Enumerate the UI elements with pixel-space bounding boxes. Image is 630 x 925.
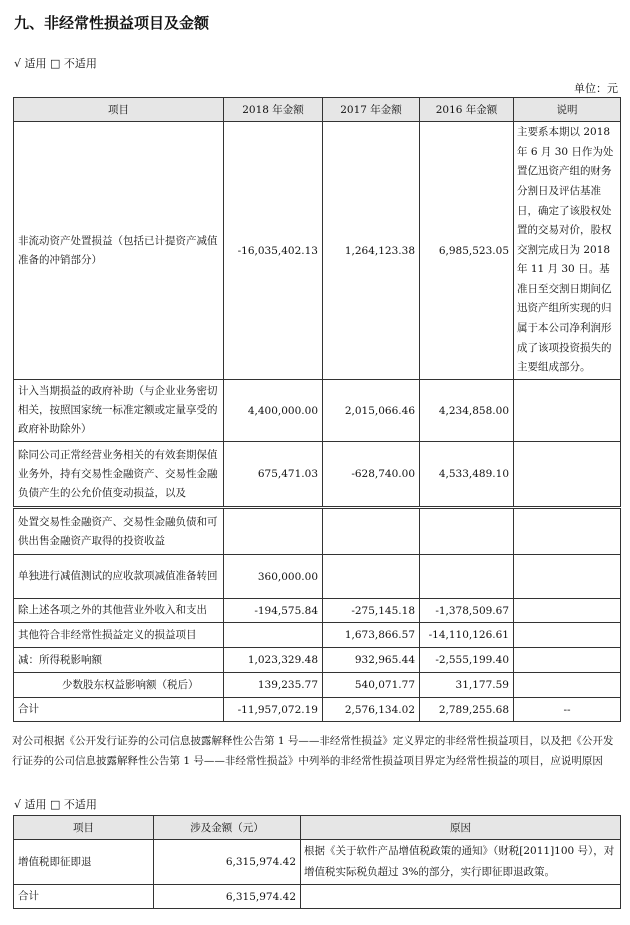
row-note [514, 380, 621, 442]
row-note [514, 442, 621, 507]
row-item: 增值税即征即退 [14, 840, 154, 885]
applicability-indicator-2: √ 适用 □ 不适用 [14, 798, 97, 811]
value-2017: 2,576,134.02 [323, 698, 420, 722]
row-note [514, 648, 621, 673]
value-2017: 1,673,866.57 [323, 623, 420, 648]
row-note: 主要系本期以 2018 年 6 月 30 日作为处置亿迅资产组的财务分割日及评估基准日，确定了该股权处置的交易对价，股权交割完成日为 2018 年 11 月 30 日。基准日至交割日期间亿迅资产组所实现的归属于本公司净利润形成了该项投资损失的主要组成部分。 [514, 122, 621, 380]
row-item: 其他符合非经常性损益定义的损益项目 [14, 623, 224, 648]
table-row [14, 623, 621, 648]
col-header-item: 项目 [14, 816, 154, 840]
value-2017: -628,740.00 [323, 442, 420, 507]
row-note [514, 673, 621, 698]
row-note [514, 509, 621, 555]
table-row [14, 673, 621, 698]
value-2016 [420, 509, 514, 555]
value-2018: 360,000.00 [224, 555, 323, 599]
row-item: 合计 [14, 698, 224, 722]
value-2016: 4,234,858.00 [420, 380, 514, 442]
value-2018: 1,023,329.48 [224, 648, 323, 673]
value-2016: -14,110,126.61 [420, 623, 514, 648]
value-2016: 2,789,255.68 [420, 698, 514, 722]
table-row [14, 840, 621, 885]
col-header-2018: 2018 年金额 [224, 98, 323, 122]
table-row [14, 648, 621, 673]
row-note: -- [514, 698, 621, 722]
value-2018 [224, 623, 323, 648]
value-2016: 6,985,523.05 [420, 122, 514, 380]
section-title: 九、非经常性损益项目及金额 [14, 14, 210, 32]
non-recurring-gains-table-cont [13, 508, 621, 722]
row-amount: 6,315,974.42 [154, 885, 301, 909]
table-row [14, 555, 621, 599]
row-item: 计入当期损益的政府补助（与企业业务密切相关，按照国家统一标准定额或定量享受的政府补助除外） [14, 380, 224, 442]
col-header-item: 项目 [14, 98, 224, 122]
table-header-row [14, 816, 621, 840]
row-note [514, 555, 621, 599]
row-item: 合计 [14, 885, 154, 909]
row-reason: 根据《关于软件产品增值税政策的通知》（财税[2011]100 号），对增值税实际税负超过 3%的部分，实行即征即退政策。 [301, 840, 621, 885]
value-2017: 2,015,066.46 [323, 380, 420, 442]
row-item: 除上述各项之外的其他营业外收入和支出 [14, 599, 224, 623]
col-header-amount: 涉及金额（元） [154, 816, 301, 840]
value-2017 [323, 555, 420, 599]
value-2017: 1,264,123.38 [323, 122, 420, 380]
value-2018: 4,400,000.00 [224, 380, 323, 442]
col-header-2017: 2017 年金额 [323, 98, 420, 122]
row-note [514, 623, 621, 648]
row-item: 少数股东权益影响额（税后） [14, 673, 224, 698]
table-row [14, 122, 621, 380]
row-note [514, 599, 621, 623]
value-2018: 675,471.03 [224, 442, 323, 507]
value-2016: 4,533,489.10 [420, 442, 514, 507]
applicability-indicator: √ 适用 □ 不适用 [14, 57, 97, 70]
table-row [14, 509, 621, 555]
value-2017: 540,071.77 [323, 673, 420, 698]
value-2016: -2,555,199.40 [420, 648, 514, 673]
row-item: 单独进行减值测试的应收款项减值准备转回 [14, 555, 224, 599]
value-2017 [323, 509, 420, 555]
table-row-total [14, 698, 621, 722]
value-2018: -194,575.84 [224, 599, 323, 623]
row-item: 处置交易性金融资产、交易性金融负债和可供出售金融资产取得的投资收益 [14, 509, 224, 555]
table-header-row [14, 98, 621, 122]
col-header-note: 说明 [514, 98, 621, 122]
value-2016: -1,378,509.67 [420, 599, 514, 623]
value-2017: -275,145.18 [323, 599, 420, 623]
recurring-items-table [13, 815, 621, 909]
row-item: 减：所得税影响额 [14, 648, 224, 673]
value-2016 [420, 555, 514, 599]
value-2016: 31,177.59 [420, 673, 514, 698]
col-header-reason: 原因 [301, 816, 621, 840]
value-2017: 932,965.44 [323, 648, 420, 673]
row-item: 除同公司正常经营业务相关的有效套期保值业务外，持有交易性金融资产、交易性金融负债产生的公允价值变动损益，以及 [14, 442, 224, 507]
value-2018 [224, 509, 323, 555]
col-header-2016: 2016 年金额 [420, 98, 514, 122]
value-2018: 139,235.77 [224, 673, 323, 698]
non-recurring-gains-table [13, 97, 621, 507]
explanation-paragraph: 对公司根据《公开发行证券的公司信息披露解释性公告第 1 号——非经常性损益》定义界定的非经常性损益项目，以及把《公开发行证券的公司信息披露解释性公告第 1 号——非经常性损益》中列举的非经常性损益项目界定为经常性损益的项目，应说明原因 [12, 735, 614, 767]
table-row [14, 442, 621, 507]
value-2018: -16,035,402.13 [224, 122, 323, 380]
value-2018: -11,957,072.19 [224, 698, 323, 722]
table-row-total [14, 885, 621, 909]
row-reason [301, 885, 621, 909]
row-item: 非流动资产处置损益（包括已计提资产减值准备的冲销部分） [14, 122, 224, 380]
row-amount: 6,315,974.42 [154, 840, 301, 885]
unit-label: 单位：元 [574, 82, 618, 95]
table-row [14, 599, 621, 623]
table-row [14, 380, 621, 442]
